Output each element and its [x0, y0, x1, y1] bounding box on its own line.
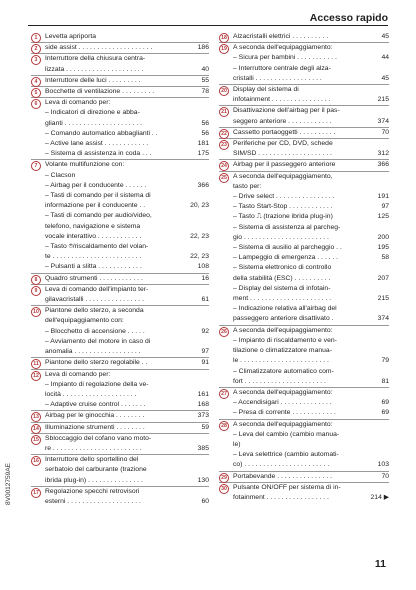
entry-text: – Indicazione relativa all'airbag del: [233, 305, 337, 313]
page-title: Accesso rapido: [309, 12, 388, 24]
callout-number: 30: [219, 484, 229, 494]
callout-number: 24: [219, 161, 229, 171]
page-reference: 97: [201, 348, 209, 356]
entry-title-row: [219, 32, 389, 42]
callout-number: 14: [31, 424, 41, 434]
entry-subrow: [219, 74, 389, 84]
entry-subrow: [219, 149, 389, 159]
entry-text: telefono, navigazione e sistema: [45, 222, 141, 230]
page-reference: 207: [377, 274, 389, 282]
index-entry: [219, 420, 389, 472]
entry-text: – Drive select . . . . . . . . . . . . . . . .: [233, 193, 335, 201]
entry-subrow: [219, 294, 389, 304]
entry-text: Quadro strumenti . . . . . . . . . . . .: [45, 274, 143, 282]
callout-number: 19: [219, 44, 229, 54]
entry-subrow: [219, 182, 389, 192]
page-reference: 69: [381, 409, 389, 417]
entry-text: Leva di comando per:: [45, 99, 111, 107]
page-reference: 195: [377, 244, 389, 252]
entry-text: Cassetto portaoggetti . . . . . . . . . .: [233, 128, 336, 136]
entry-text: Bocchette di ventilazione . . . . . . . . .: [45, 88, 155, 96]
index-entry: [219, 128, 389, 139]
entry-subrow: [31, 201, 209, 211]
entry-text: Portabevande . . . . . . . . . . . . . . .: [233, 472, 332, 480]
callout-number: 9: [31, 286, 41, 296]
page-reference: 130: [197, 476, 209, 484]
callout-number: 5: [31, 88, 41, 98]
page-reference: 22, 23: [190, 232, 209, 240]
index-entry: [31, 487, 209, 507]
entry-subrow: [219, 356, 389, 366]
entry-text: tasto per:: [233, 182, 262, 190]
entry-text: dell'equipaggiamento con:: [45, 317, 124, 325]
callout-number: 3: [31, 55, 41, 65]
page-reference: 175: [197, 150, 209, 158]
entry-subrow: [219, 263, 389, 273]
entry-subrow: [31, 129, 209, 139]
entry-subrow: [31, 295, 209, 305]
page-reference: 385: [197, 444, 209, 452]
entry-text: le . . . . . . . . . . . . . . . . . . . . . . . .: [233, 357, 329, 365]
entry-text: Display del sistema di: [233, 86, 299, 94]
callout-number: 23: [219, 140, 229, 150]
entry-subrow: [31, 465, 209, 475]
index-entry: [31, 358, 209, 369]
entry-subrow: [31, 262, 209, 272]
callout-number: 4: [31, 77, 41, 87]
entry-text: Disattivazione dell'airbag per il pas-: [233, 107, 340, 115]
entry-text: Volante multifunzione con:: [45, 161, 125, 169]
page-reference: 55: [201, 76, 209, 84]
entry-subrow: [31, 222, 209, 232]
entry-title-row: [219, 85, 389, 95]
page-reference: 79: [381, 357, 389, 365]
entry-text: – Leva del cambio (cambio manua-: [233, 430, 340, 438]
page-reference: 186: [197, 44, 209, 52]
callout-number: 26: [219, 327, 229, 337]
entry-title-row: [31, 160, 209, 170]
entry-text: della stabilità (ESC) . . . . . . . . . .: [233, 274, 331, 282]
callout-number: 13: [31, 412, 41, 422]
callout-number: 1: [31, 33, 41, 43]
page-reference: 103: [377, 461, 389, 469]
page-reference: 59: [201, 423, 209, 431]
entry-text: – Tasto ⌾/riscaldamento del volan-: [45, 243, 149, 251]
entry-subrow: [219, 95, 389, 105]
index-entry: [31, 423, 209, 434]
entry-subrow: [219, 202, 389, 212]
entry-subrow: [31, 347, 209, 357]
entry-title-row: [31, 411, 209, 421]
entry-text: – Sistema di assistenza in coda . . .: [45, 150, 152, 158]
index-entry: [31, 160, 209, 273]
entry-text: informazione per il conducente . .: [45, 202, 146, 210]
callout-number: 25: [219, 173, 229, 183]
entry-subrow: [219, 253, 389, 263]
entry-text: – Adaptive cruise control . . . . . . .: [45, 401, 146, 409]
document-code: 8V0012759AE: [5, 463, 12, 505]
entry-subrow: [31, 444, 209, 454]
page-reference: 70: [381, 472, 389, 480]
page-reference: 181: [197, 140, 209, 148]
entry-text: anomalia . . . . . . . . . . . . . . . . . .: [45, 348, 141, 356]
entry-subrow: [31, 119, 209, 129]
entry-text: Regolazione specchi retrovisori: [45, 487, 140, 495]
entry-title-row: [31, 487, 209, 497]
callout-number: 2: [31, 44, 41, 54]
index-entry: [31, 285, 209, 306]
index-entry: [219, 43, 389, 85]
callout-number: 27: [219, 389, 229, 399]
entry-title-row: [31, 54, 209, 64]
page-reference: 366: [197, 181, 209, 189]
entry-text: Interruttore della chiusura centra-: [45, 55, 146, 63]
entry-text: Piantone dello sterzo, a seconda: [45, 307, 144, 315]
entry-text: passeggero anteriore disattivato .: [233, 315, 334, 323]
page-reference: 16: [201, 274, 209, 282]
entry-text: re . . . . . . . . . . . . . . . . . . . . . . . .: [45, 444, 142, 452]
entry-title-row: [31, 358, 209, 368]
entry-title-row: [219, 139, 389, 149]
entry-subrow: [31, 108, 209, 118]
callout-number: 15: [31, 435, 41, 445]
callout-number: 11: [31, 359, 41, 369]
entry-subrow: [31, 65, 209, 75]
entry-text: co) . . . . . . . . . . . . . . . . . . . . . . .: [233, 461, 330, 469]
entry-subrow: [219, 274, 389, 284]
page-reference: 215: [377, 96, 389, 104]
entry-title-row: [219, 128, 389, 138]
index-entry: [31, 455, 209, 487]
entry-subrow: [219, 440, 389, 450]
entry-text: – Comando automatico abbaglianti . .: [45, 129, 158, 137]
entry-subrow: [219, 223, 389, 233]
entry-text: SIM/SD . . . . . . . . . . . . . . . . . . . .: [233, 150, 332, 158]
entry-title-row: [219, 472, 389, 482]
entry-text: – Sistema di ausilio al parcheggio . .: [233, 244, 342, 252]
callout-number: 22: [219, 129, 229, 139]
entry-text: – Tasti di comando per audio/video,: [45, 212, 152, 220]
entry-title-row: [31, 43, 209, 53]
index-entry: [219, 106, 389, 127]
entry-subrow: [31, 232, 209, 242]
index-entry: [31, 32, 209, 43]
page-reference: 92: [201, 327, 209, 335]
entry-subrow: [219, 243, 389, 253]
entry-title-row: [31, 434, 209, 444]
page-reference: 58: [381, 254, 389, 262]
entry-text: fort . . . . . . . . . . . . . . . . . . . . . .: [233, 377, 326, 385]
index-entry: [219, 32, 389, 43]
entry-text: ment . . . . . . . . . . . . . . . . . . . . . .: [233, 295, 332, 303]
index-entry: [31, 306, 209, 358]
entry-title-row: [31, 285, 209, 295]
callout-number: 20: [219, 86, 229, 96]
index-entry: [31, 370, 209, 412]
entry-subrow: [219, 53, 389, 63]
page-reference: 161: [197, 390, 209, 398]
entry-title-row: [219, 420, 389, 430]
index-entry: [31, 98, 209, 160]
entry-text: Periferiche per CD, DVD, schede: [233, 140, 333, 148]
page-reference: 108: [197, 263, 209, 271]
entry-subrow: [219, 284, 389, 294]
entry-text: – Tasto ⎍ (trazione ibrida plug-in): [233, 213, 333, 221]
entry-subrow: [31, 242, 209, 252]
entry-subrow: [31, 252, 209, 262]
entry-text: – Impianto di regolazione della ve-: [45, 380, 149, 388]
index-entry: [219, 472, 389, 483]
index-entry: [219, 85, 389, 106]
entry-subrow: [31, 497, 209, 507]
entry-subrow: [31, 191, 209, 201]
page-reference: 60: [201, 497, 209, 505]
page-reference: 191: [377, 193, 389, 201]
entry-text: – Active lane assist . . . . . . . . . . . .: [45, 140, 149, 148]
entry-title-row: [219, 160, 389, 170]
page-reference: 69: [381, 399, 389, 407]
index-entry: [219, 139, 389, 160]
entry-text: – Tasti di comando per il sistema di: [45, 192, 151, 200]
entry-text: Alzacristalli elettrici . . . . . . . . . .: [233, 33, 329, 40]
entry-text: infotainment . . . . . . . . . . . . . . . .: [233, 96, 331, 104]
entry-subrow: [31, 390, 209, 400]
entry-subrow: [219, 192, 389, 202]
entry-title-row: [219, 483, 389, 493]
entry-title-row: [31, 32, 209, 42]
page-reference: 215: [377, 295, 389, 303]
entry-text: Airbag per le ginocchia . . . . . . . .: [45, 412, 145, 420]
page-reference: 91: [201, 359, 209, 367]
entry-subrow: [31, 337, 209, 347]
entry-subrow: [31, 327, 209, 337]
entry-text: fotainment . . . . . . . . . . . . . . . . .: [233, 493, 329, 501]
entry-text: – Blocchetto di accensione . . . . .: [45, 327, 145, 335]
entry-title-row: [219, 172, 389, 182]
entry-title-row: [31, 306, 209, 316]
entry-subrow: [219, 398, 389, 408]
page-reference: 61: [201, 296, 209, 304]
page-reference: 374: [377, 315, 389, 323]
page-reference: 20, 23: [190, 202, 209, 210]
page-number: 11: [374, 558, 386, 570]
page-reference: 40: [201, 65, 209, 73]
entry-text: cristalli . . . . . . . . . . . . . . . . . .: [233, 74, 322, 82]
entry-subrow: [219, 346, 389, 356]
page-reference: 81: [381, 377, 389, 385]
page-reference: 97: [381, 203, 389, 211]
entry-subrow: [31, 476, 209, 486]
entry-subrow: [31, 211, 209, 221]
index-entry: [31, 43, 209, 54]
entry-subrow: [219, 117, 389, 127]
page-reference: 22, 23: [190, 253, 209, 261]
entry-text: Airbag per il passeggero anteriore: [233, 161, 336, 169]
index-entry: [31, 434, 209, 455]
entry-text: seggero anteriore . . . . . . . . . . . .: [233, 117, 332, 125]
entry-title-row: [219, 326, 389, 336]
entry-text: ibrida plug-in) . . . . . . . . . . . . . . .: [45, 476, 143, 484]
entry-subrow: [219, 64, 389, 74]
page-reference: 214 ▶: [370, 493, 389, 501]
index-entry: [219, 326, 389, 388]
page-reference: 45: [381, 33, 389, 40]
entry-text: glianti . . . . . . . . . . . . . . . . . . . . .: [45, 119, 143, 127]
entry-text: – Climatizzatore automatico com-: [233, 367, 334, 375]
entry-subrow: [31, 380, 209, 390]
entry-text: Illuminazione strumenti . . . . . . . .: [45, 423, 145, 431]
entry-subrow: [219, 450, 389, 460]
entry-subrow: [219, 336, 389, 346]
callout-number: 28: [219, 421, 229, 431]
entry-text: lizzata . . . . . . . . . . . . . . . . . . . . .: [45, 65, 144, 73]
entry-text: Leva di comando dell'impianto ter-: [45, 285, 149, 293]
right-index-column: [219, 32, 389, 503]
entry-text: – Impianto di riscaldamento e ven-: [233, 336, 337, 344]
entry-title-row: [219, 388, 389, 398]
entry-title-row: [31, 274, 209, 284]
page-reference: 78: [201, 88, 209, 96]
entry-text: – Lampeggio di emergenza . . . . . .: [233, 254, 339, 262]
entry-subrow: [219, 493, 389, 503]
page-reference: 312: [377, 150, 389, 158]
entry-text: Piantone dello sterzo regolabile . .: [45, 359, 148, 367]
index-entry: [31, 87, 209, 98]
entry-title-row: [31, 98, 209, 108]
entry-text: le): [233, 440, 241, 448]
callout-number: 8: [31, 275, 41, 285]
page-reference: 200: [377, 233, 389, 241]
callout-number: 7: [31, 161, 41, 171]
entry-subrow: [31, 316, 209, 326]
entry-text: – Sistema di assistenza al parcheg-: [233, 223, 341, 231]
entry-text: – Avviamento del motore in caso di: [45, 337, 151, 345]
entry-text: serbatoio del carburante (trazione: [45, 466, 147, 474]
entry-subrow: [219, 233, 389, 243]
entry-text: – Indicatori di direzione e abba-: [45, 109, 140, 117]
callout-number: 16: [31, 456, 41, 466]
index-entry: [31, 274, 209, 285]
entry-text: esterni . . . . . . . . . . . . . . . . . . . .: [45, 497, 141, 505]
entry-text: side assist . . . . . . . . . . . . . . . . . . . .: [45, 44, 153, 52]
entry-subrow: [219, 408, 389, 418]
index-entry: [219, 483, 389, 503]
page-reference: 373: [197, 412, 209, 420]
entry-text: – Presa di corrente . . . . . . . . . . . .: [233, 409, 336, 417]
entry-subrow: [219, 367, 389, 377]
page-reference: 366: [377, 161, 389, 169]
page-reference: 44: [381, 54, 389, 62]
entry-title-row: [31, 76, 209, 86]
index-entry: [219, 388, 389, 420]
entry-title-row: [219, 106, 389, 116]
callout-number: 10: [31, 307, 41, 317]
entry-text: A seconda dell'equipaggiamento:: [233, 44, 333, 52]
entry-text: – Leva selettrice (cambio automati-: [233, 451, 339, 459]
page-reference: 56: [201, 119, 209, 127]
entry-text: A seconda dell'equipaggiamento:: [233, 388, 333, 396]
page-reference: 125: [377, 213, 389, 221]
callout-number: 18: [219, 33, 229, 43]
entry-text: Levetta apriporta: [45, 33, 97, 40]
entry-subrow: [31, 139, 209, 149]
entry-text: – Tasto Start-Stop . . . . . . . . . . . .: [233, 203, 333, 211]
entry-subrow: [31, 181, 209, 191]
entry-text: Interruttore delle luci . . . . . . . . .: [45, 76, 141, 84]
entry-subrow: [31, 400, 209, 410]
index-entry: [31, 76, 209, 87]
index-entry: [219, 172, 389, 326]
callout-number: 12: [31, 371, 41, 381]
entry-title-row: [219, 43, 389, 53]
entry-text: – Sistema elettronico di controllo: [233, 264, 332, 272]
index-entry: [219, 160, 389, 171]
entry-subrow: [219, 377, 389, 387]
entry-text: tilazione o climatizzatore manua-: [233, 347, 332, 355]
entry-text: – Interruttore centrale degli alza-: [233, 64, 331, 72]
entry-title-row: [31, 423, 209, 433]
entry-title-row: [31, 370, 209, 380]
entry-text: – Pulsanti a slitta . . . . . . . . . . . .: [45, 263, 142, 271]
entry-text: locità . . . . . . . . . . . . . . . . . . . .: [45, 390, 137, 398]
entry-text: Leva di comando per:: [45, 370, 111, 378]
entry-text: gio . . . . . . . . . . . . . . . . . . . . . . .: [233, 233, 329, 241]
callout-number: 21: [219, 107, 229, 117]
entry-text: – Accendisigari . . . . . . . . . . . . . .: [233, 399, 332, 407]
page-reference: 56: [201, 129, 209, 137]
entry-text: – Sicura per bambini . . . . . . . . . . .: [233, 54, 337, 62]
entry-text: A seconda dell'equipaggiamento:: [233, 420, 333, 428]
entry-subrow: [219, 212, 389, 222]
header-divider: [28, 25, 388, 26]
index-entry: [31, 411, 209, 422]
entry-title-row: [31, 87, 209, 97]
entry-text: – Display del sistema di infotain-: [233, 284, 331, 292]
left-index-column: [31, 32, 209, 507]
entry-text: Interruttore dello sportellino del: [45, 456, 139, 464]
index-entry: [31, 54, 209, 75]
entry-subrow: [219, 314, 389, 324]
entry-subrow: [219, 460, 389, 470]
callout-number: 17: [31, 488, 41, 498]
entry-text: A seconda dell'equipaggiamento:: [233, 326, 333, 334]
entry-text: – Airbag per il conducente . . . . . .: [45, 181, 147, 189]
entry-text: Pulsante ON/OFF per sistema di in-: [233, 483, 341, 491]
entry-text: vocale interattivo . . . . . . . . . . . .: [45, 232, 142, 240]
page-reference: 45: [381, 74, 389, 82]
entry-text: Sbloccaggio del cofano vano moto-: [45, 434, 152, 442]
entry-subrow: [31, 171, 209, 181]
entry-text: gilavacristalli . . . . . . . . . . . . . . . .: [45, 296, 144, 304]
entry-subrow: [219, 304, 389, 314]
page-reference: 70: [381, 128, 389, 136]
callout-number: 29: [219, 473, 229, 483]
entry-text: A seconda dell'equipaggiamento,: [233, 172, 333, 180]
entry-text: te . . . . . . . . . . . . . . . . . . . . . . . .: [45, 253, 142, 261]
entry-text: – Clacson: [45, 171, 76, 179]
page-reference: 374: [377, 117, 389, 125]
entry-subrow: [219, 430, 389, 440]
entry-title-row: [31, 455, 209, 465]
entry-subrow: [31, 149, 209, 159]
callout-number: 6: [31, 99, 41, 109]
page-reference: 168: [197, 401, 209, 409]
